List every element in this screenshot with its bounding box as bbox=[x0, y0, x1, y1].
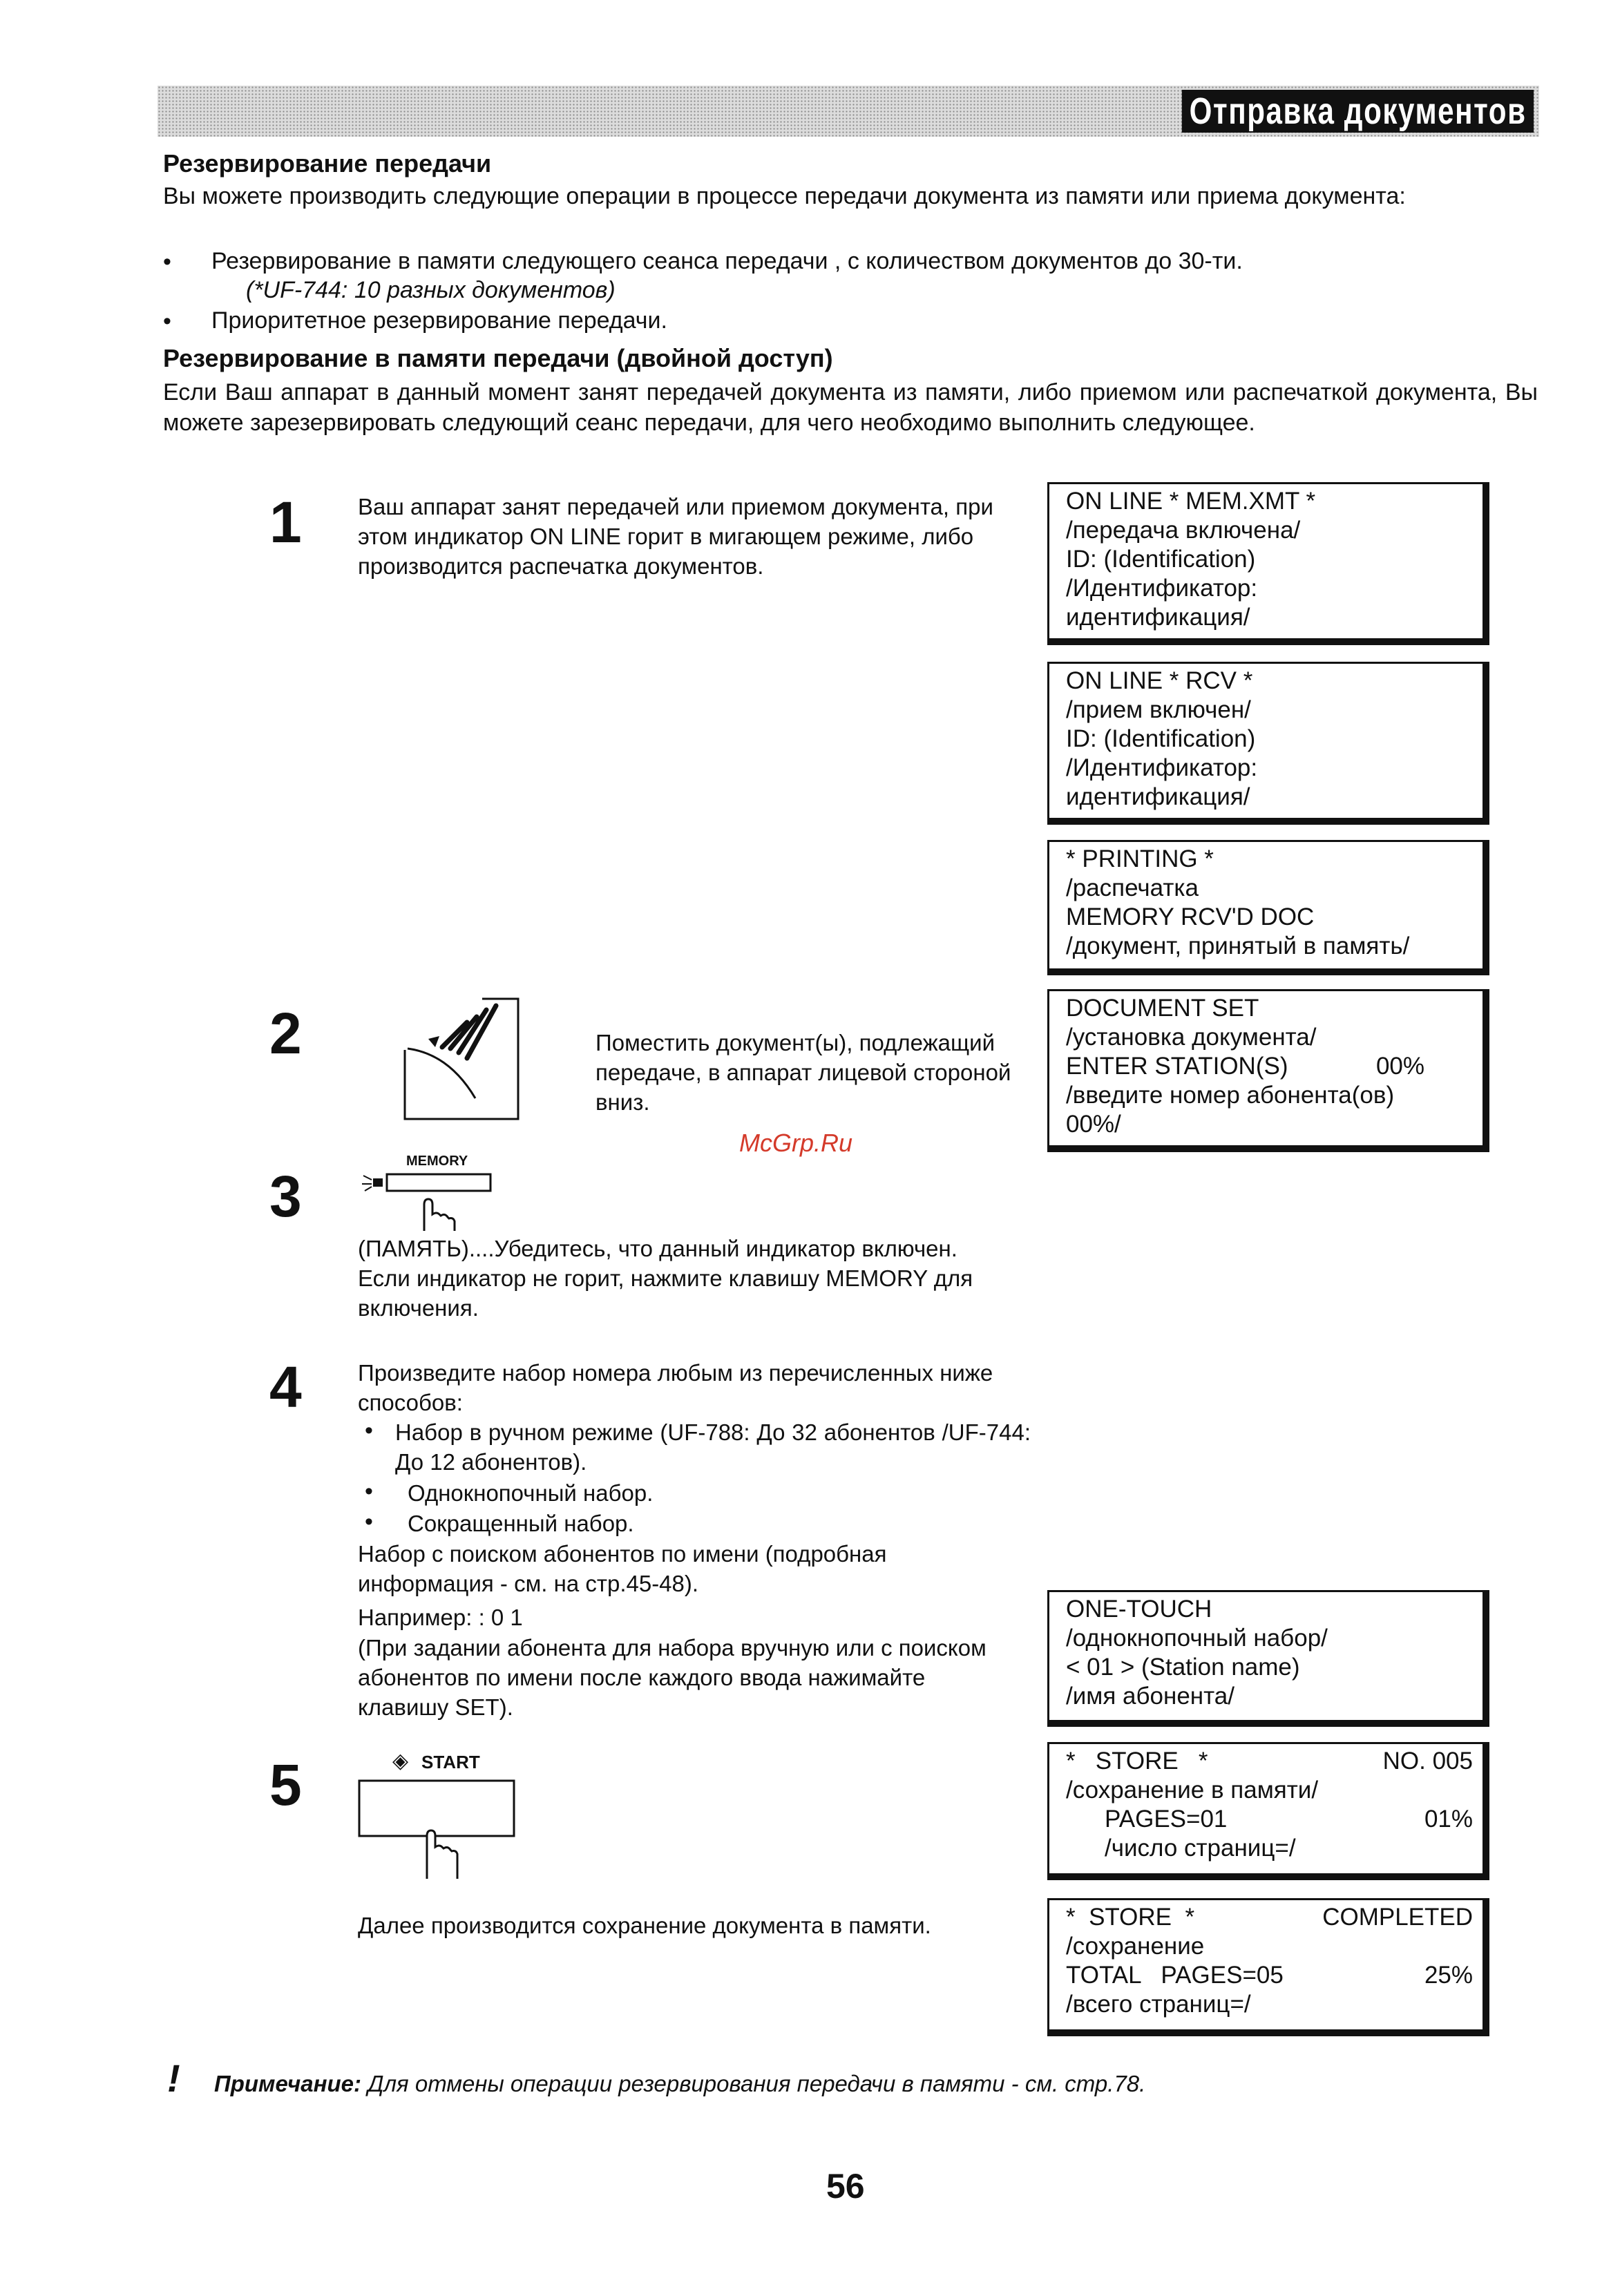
lcd-line: ON LINE * MEM.XMT * bbox=[1066, 488, 1316, 515]
watermark: McGrp.Ru bbox=[739, 1129, 853, 1157]
lcd-line: /однокнопочный набор/ bbox=[1066, 1625, 1328, 1652]
step-number: 2 bbox=[269, 1001, 302, 1066]
bullet-item: Приоритетное резервирование передачи. bbox=[211, 307, 667, 334]
lcd-line: /распечатка bbox=[1066, 874, 1199, 901]
lcd-document-set bbox=[1047, 989, 1489, 1152]
lcd-line bbox=[1066, 1747, 1473, 1776]
lcd-label: TOTAL PAGES=05 bbox=[1066, 1962, 1284, 1989]
lcd-label: * STORE * bbox=[1066, 1904, 1195, 1931]
step-text: Ваш аппарат занят передачей или приемом документа, при этом индикатор ON LINE горит в мигающем режиме, либо производится распечатка документов. bbox=[358, 494, 993, 579]
lcd-line bbox=[1066, 1052, 1473, 1081]
section-intro: Если Ваш аппарат в данный момент занят передачей документа из памяти, либо приемом или распечаткой документа, Вы можете зарезервировать следующий сеанс передачи, для чего необходимо выполнить следующее. bbox=[163, 379, 1538, 436]
step-text: Далее производится сохранение документа в памяти. bbox=[358, 1913, 931, 1938]
lcd-store bbox=[1047, 1742, 1489, 1880]
lcd-line bbox=[1066, 1961, 1473, 1990]
lcd-one-touch bbox=[1047, 1590, 1489, 1727]
lcd-line: /введите номер абонента(ов) bbox=[1066, 1082, 1395, 1109]
lcd-line: /Идентификатор: bbox=[1066, 754, 1258, 781]
bullet-subnote: (*UF-744: 10 разных документов) bbox=[246, 277, 616, 303]
note-label: Примечание: bbox=[214, 2071, 362, 2096]
bullet-dot: • bbox=[365, 1478, 373, 1504]
lcd-line: /документ, принятый в память/ bbox=[1066, 932, 1410, 959]
lcd-line: идентификация/ bbox=[1066, 604, 1250, 631]
lcd-line: /установка документа/ bbox=[1066, 1024, 1317, 1051]
bullet-dot: • bbox=[163, 249, 171, 275]
header-title: Отправка документов bbox=[1181, 90, 1534, 133]
lcd-line: /сохранение bbox=[1066, 1933, 1205, 1960]
step-bullet: Набор в ручном режиме (UF-788: До 32 абонентов /UF-744: До 12 абонентов). bbox=[395, 1419, 1031, 1475]
lcd-line bbox=[1066, 1903, 1473, 1932]
lcd-line: ID: (Identification) bbox=[1066, 725, 1256, 752]
step-extra: Набор с поиском абонентов по имени (подробная информация - см. на стр.45-48). bbox=[358, 1541, 887, 1596]
lcd-online-rcv bbox=[1047, 662, 1489, 825]
lcd-line: 00%/ bbox=[1066, 1111, 1121, 1138]
step-text: Поместить документ(ы), подлежащий передаче, в аппарат лицевой стороной вниз. bbox=[595, 1030, 1011, 1115]
lcd-line: /сохранение в памяти/ bbox=[1066, 1777, 1319, 1804]
lcd-line bbox=[1066, 1805, 1473, 1834]
lcd-line: ID: (Identification) bbox=[1066, 546, 1256, 573]
lcd-label: * STORE * bbox=[1066, 1748, 1208, 1774]
lcd-line: /передача включена/ bbox=[1066, 517, 1301, 544]
lcd-line: /прием включен/ bbox=[1066, 696, 1251, 723]
section-intro: Вы можете производить следующие операции в процессе передачи документа из памяти или приема документа: bbox=[163, 183, 1406, 209]
lcd-line: /всего страниц=/ bbox=[1066, 1991, 1251, 2018]
lcd-value: 00% bbox=[1375, 1053, 1424, 1080]
bullet-dot: • bbox=[163, 308, 171, 334]
bullet-dot: • bbox=[365, 1509, 373, 1535]
lcd-line: /имя абонента/ bbox=[1066, 1683, 1235, 1710]
start-diamond-icon: ◈ bbox=[392, 1750, 409, 1772]
page-number: 56 bbox=[826, 2167, 865, 2206]
step-number: 1 bbox=[269, 490, 302, 555]
lcd-line: идентификация/ bbox=[1066, 783, 1250, 810]
step-number: 4 bbox=[269, 1355, 302, 1419]
step-intro: Произведите набор номера любым из перечисленных ниже способов: bbox=[358, 1360, 993, 1415]
section-title-reservation: Резервирование передачи bbox=[163, 149, 492, 178]
lcd-line: DOCUMENT SET bbox=[1066, 995, 1259, 1022]
start-key-icon[interactable] bbox=[356, 1778, 518, 1882]
lcd-line: /Идентификатор: bbox=[1066, 575, 1258, 602]
step-text: (ПАМЯТЬ)....Убедитесь, что данный индикатор включен. Если индикатор не горит, нажмите клавишу MEMORY для включения. bbox=[358, 1236, 973, 1321]
note-text: Для отмены операции резервирования передачи в памяти - см. стр.78. bbox=[368, 2071, 1146, 2096]
lcd-value: COMPLETED bbox=[1322, 1904, 1473, 1931]
document-insert-icon bbox=[401, 995, 525, 1126]
lcd-line: ONE-TOUCH bbox=[1066, 1596, 1212, 1623]
step-example: Например: : 0 1 bbox=[358, 1605, 523, 1630]
lcd-line: /число страниц=/ bbox=[1105, 1835, 1296, 1862]
lcd-label: PAGES=01 bbox=[1105, 1806, 1228, 1833]
step-bullet: Сокращенный набор. bbox=[408, 1511, 634, 1536]
lcd-label: ENTER STATION(S) bbox=[1066, 1053, 1288, 1080]
header-bar bbox=[158, 86, 1539, 137]
lcd-value: 01% bbox=[1424, 1806, 1473, 1833]
note bbox=[214, 2071, 1145, 2097]
bullet-dot: • bbox=[365, 1417, 373, 1444]
lcd-line: * PRINTING * bbox=[1066, 845, 1214, 872]
lcd-value: 25% bbox=[1424, 1962, 1473, 1989]
lcd-line: MEMORY RCV'D DOC bbox=[1066, 903, 1315, 930]
note-icon: ! bbox=[167, 2056, 180, 2100]
lcd-store-completed bbox=[1047, 1898, 1489, 2036]
section-title-dual-access: Резервирование в памяти передачи (двойной доступ) bbox=[163, 344, 833, 372]
bullet-item: Резервирование в памяти следующего сеанса передачи , с количеством документов до 30-ти. bbox=[211, 248, 1243, 274]
lcd-value: NO. 005 bbox=[1382, 1748, 1473, 1774]
memory-key-label: MEMORY bbox=[406, 1154, 468, 1169]
step-number: 5 bbox=[269, 1752, 302, 1817]
start-key-label: START bbox=[421, 1752, 480, 1772]
lcd-line: ON LINE * RCV * bbox=[1066, 667, 1253, 694]
lcd-online-xmt bbox=[1047, 482, 1489, 645]
lcd-printing bbox=[1047, 840, 1489, 975]
step-number: 3 bbox=[269, 1164, 302, 1229]
lcd-line: < 01 > (Station name) bbox=[1066, 1654, 1300, 1681]
memory-key-icon[interactable] bbox=[359, 1169, 497, 1238]
step-bullet: Однокнопочный набор. bbox=[408, 1480, 654, 1506]
step-hint: (При задании абонента для набора вручную или с поиском абонентов по имени после каждого ввода нажимайте клавишу SET). bbox=[358, 1635, 986, 1720]
